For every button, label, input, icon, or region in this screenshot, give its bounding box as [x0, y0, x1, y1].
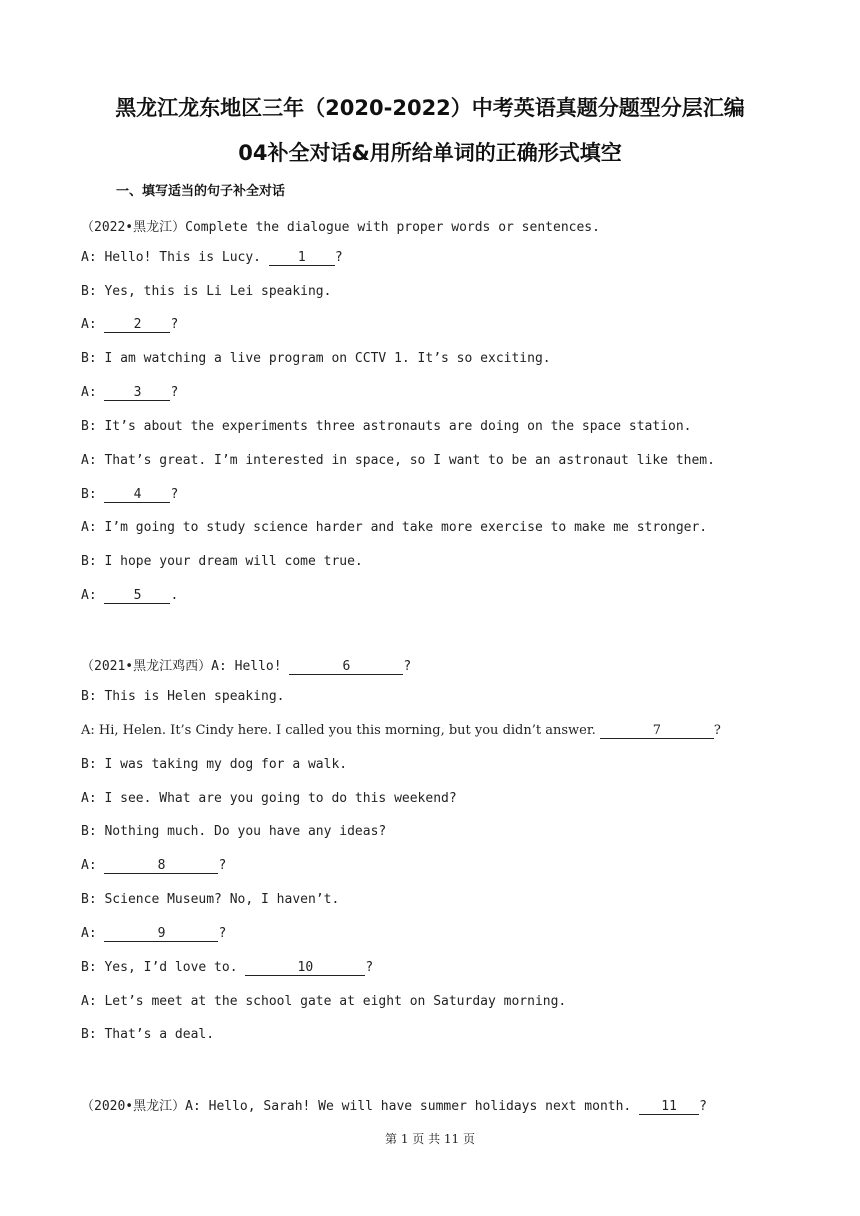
dialogue2022-line: A: 2 ? — [81, 317, 179, 332]
dialogue2021-line: A: 8 ? — [81, 858, 227, 873]
page-title-line1: 黑龙江龙东地区三年（2020-2022）中考英语真题分题型分层汇编 — [115, 96, 745, 120]
dialogue2022-line: A: 5 . — [81, 588, 179, 603]
dialogue2022-line: B: I hope your dream will come true. — [81, 554, 363, 569]
dialogue2022-line: B: 4 ? — [81, 487, 179, 502]
dialogue2021-line: B: This is Helen speaking. — [81, 689, 285, 704]
dialogue2022-line: A: 3 ? — [81, 385, 179, 400]
dialogue2022-line: A: I’m going to study science harder and take more exercise to make me stronger. — [81, 520, 708, 535]
page-title-line2: 04补全对话&用所给单词的正确形式填空 — [238, 141, 622, 165]
dialogue2021-line: A: Let’s meet at the school gate at eight on Saturday morning. — [81, 994, 567, 1009]
page-footer: 第 1 页 共 11 页 — [385, 1132, 475, 1146]
answer-blank-2[interactable]: 2 — [104, 318, 170, 333]
answer-blank-6[interactable]: 6 — [289, 660, 403, 675]
answer-blank-7[interactable]: 7 — [600, 724, 714, 739]
answer-blank-5[interactable]: 5 — [104, 589, 170, 604]
dialogue2021-line: A: Hi, Helen. It’s Cindy here. I called you this morning, but you didn’t answer. 7 ? — [81, 723, 721, 738]
dialogue2022-line: B: It’s about the experiments three astronauts are doing on the space station. — [81, 419, 692, 434]
dialogue2021-line: A: 9 ? — [81, 926, 227, 941]
answer-blank-9[interactable]: 9 — [104, 927, 218, 942]
dialogue2021-line: B: Science Museum? No, I haven’t. — [81, 892, 340, 907]
answer-blank-10[interactable]: 10 — [245, 961, 365, 976]
dialogue2021-line: A: I see. What are you going to do this weekend? — [81, 791, 457, 806]
dialogue2021-line: B: Yes, I’d love to. 10 ? — [81, 960, 374, 975]
section-heading: 一、填写适当的句子补全对话 — [116, 184, 286, 199]
answer-blank-11[interactable]: 11 — [639, 1100, 699, 1115]
answer-blank-4[interactable]: 4 — [104, 488, 170, 503]
dialogue2022-line: A: That’s great. I’m interested in space, so I want to be an astronaut like them. — [81, 453, 715, 468]
dialogue2020-line: （2020•黑龙江）A: Hello, Sarah! We will have summer holidays next month. 11 ? — [81, 1099, 707, 1114]
dialogue2021-line: B: I was taking my dog for a walk. — [81, 757, 348, 772]
answer-blank-1[interactable]: 1 — [269, 251, 335, 266]
dialogue2022-intro: （2022•黑龙江）Complete the dialogue with proper words or sentences. — [81, 220, 600, 235]
dialogue2021-line: B: That’s a deal. — [81, 1027, 215, 1042]
answer-blank-8[interactable]: 8 — [104, 859, 218, 874]
dialogue2022-line: A: Hello! This is Lucy. 1 ? — [81, 250, 343, 265]
dialogue2021-line: （2021•黑龙江鸡西）A: Hello! 6 ? — [81, 659, 412, 674]
dialogue2022-line: B: I am watching a live program on CCTV 1. It’s so exciting. — [81, 351, 551, 366]
dialogue2022-line: B: Yes, this is Li Lei speaking. — [81, 284, 332, 299]
answer-blank-3[interactable]: 3 — [104, 386, 170, 401]
dialogue2021-line: B: Nothing much. Do you have any ideas? — [81, 824, 387, 839]
